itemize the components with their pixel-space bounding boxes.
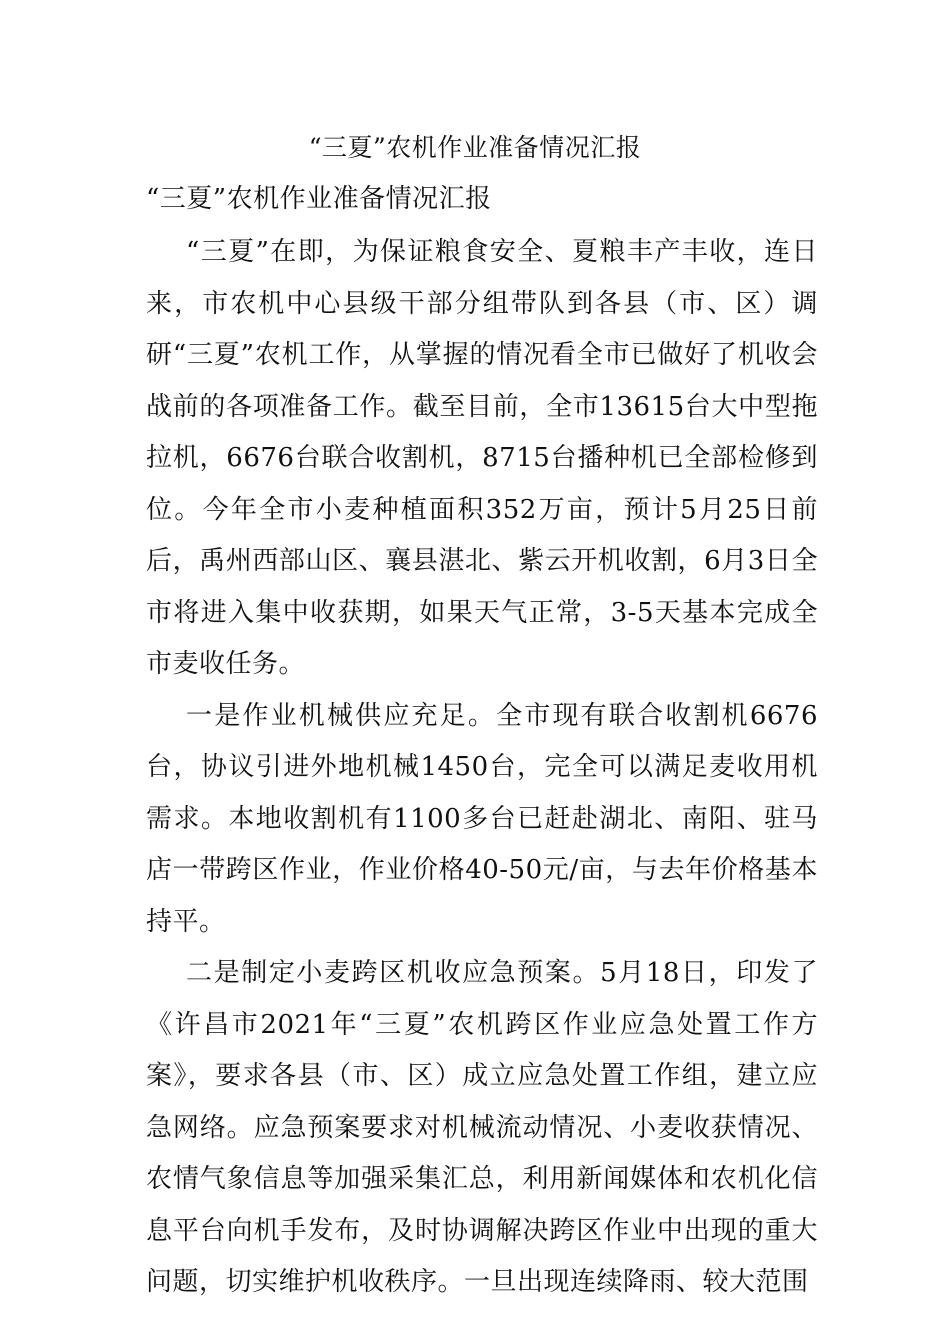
paragraph-intro: “三夏”在即，为保证粮食安全、夏粮丰产丰收，连日来，市农机中心县级干部分组带队到各县（市、区）调研“三夏”农机工作，从掌握的情况看全市已做好了机收会战前的各项准备工作。截至目前，全市13615台大中型拖拉机，6676台联合收割机，8715台播种机已全部检修到位。今年全市小麦种植面积352万亩，预计5月25日前后，禹州西部山区、襄县湛北、紫云开机收割，6月3日全市将进入集中收获期，如果天气正常，3-5天基本完成全市麦收任务。	[146, 237, 818, 679]
paragraph-emergency-plan: 二是制定小麦跨区机收应急预案。5月18日，印发了《许昌市2021年“三夏”农机跨区作业应急处置工作方案》，要求各县（市、区）成立应急处置工作组，建立应急网络。应急预案要求对机械流动情况、小麦收获情况、农情气象信息等加强采集汇总，利用新闻媒体和农机化信息平台向机手发布，及时协调解决跨区作业中出现的重大问题，切实维护机收秩序。一旦出现连续降雨、较大范围	[146, 958, 818, 1297]
document-title: “三夏”农机作业准备情况汇报	[308, 133, 642, 162]
document-body	[146, 180, 818, 1309]
paragraph-machinery-supply: 一是作业机械供应充足。全市现有联合收割机6676台，协议引进外地机械1450台，完全可以满足麦收用机需求。本地收割机有1100多台已赶赴湖北、南阳、驻马店一带跨区作业，作业价格40-50元/亩，与去年价格基本持平。	[146, 700, 818, 937]
document-subtitle: “三夏”农机作业准备情况汇报	[146, 184, 492, 214]
